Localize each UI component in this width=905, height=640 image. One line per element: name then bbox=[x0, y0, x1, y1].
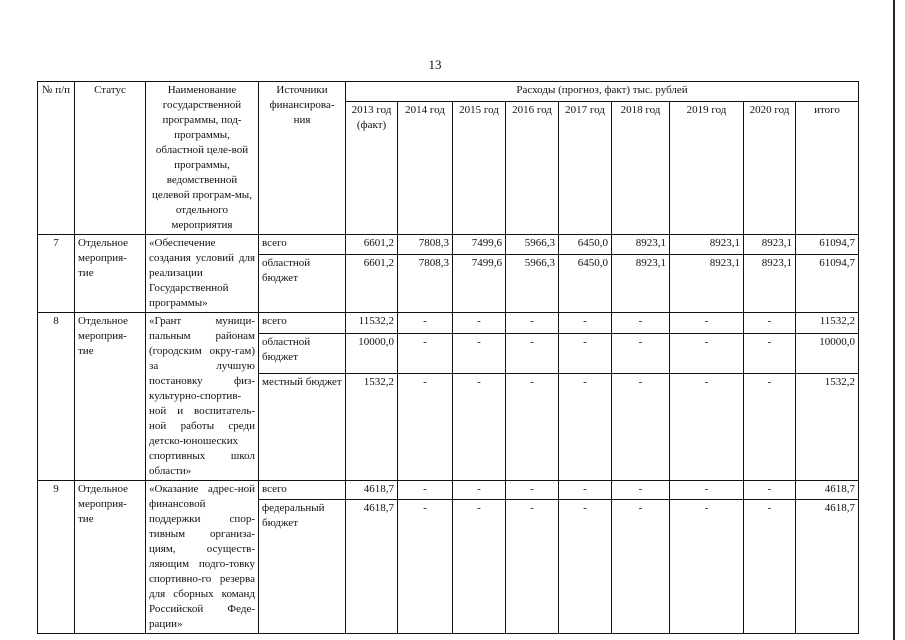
row-year-value: - bbox=[612, 499, 670, 633]
row-year-value: 7808,3 bbox=[398, 235, 453, 255]
row-number: 8 bbox=[38, 313, 75, 481]
table-row bbox=[38, 481, 859, 500]
row-year-value: - bbox=[559, 373, 612, 480]
row-year-value: - bbox=[670, 334, 744, 373]
row-source: всего bbox=[259, 481, 346, 500]
row-year-value: 5966,3 bbox=[506, 255, 559, 313]
row-source: всего bbox=[259, 235, 346, 255]
header-num: № п/п bbox=[38, 82, 75, 235]
row-source: местный бюджет bbox=[259, 373, 346, 480]
row-total-value: 4618,7 bbox=[796, 499, 859, 633]
row-year-value: 8923,1 bbox=[612, 255, 670, 313]
row-total-value: 61094,7 bbox=[796, 255, 859, 313]
row-year-value: - bbox=[670, 373, 744, 480]
header-year: 2019 год bbox=[670, 101, 744, 235]
table-row bbox=[38, 235, 859, 255]
row-year-value: 7499,6 bbox=[453, 255, 506, 313]
row-total-value: 61094,7 bbox=[796, 235, 859, 255]
row-year-value: 1532,2 bbox=[346, 373, 398, 480]
row-year-value: - bbox=[670, 499, 744, 633]
row-year-value: 8923,1 bbox=[612, 235, 670, 255]
row-year-value: 4618,7 bbox=[346, 481, 398, 500]
budget-table bbox=[37, 81, 859, 634]
row-year-value: - bbox=[453, 373, 506, 480]
row-year-value: - bbox=[559, 334, 612, 373]
row-year-value: - bbox=[506, 499, 559, 633]
row-year-value: - bbox=[398, 481, 453, 500]
row-year-value: - bbox=[559, 499, 612, 633]
row-status: Отдельное мероприя-тие bbox=[75, 313, 146, 481]
row-year-value: - bbox=[612, 481, 670, 500]
row-year-value: 8923,1 bbox=[744, 235, 796, 255]
header-expenses: Расходы (прогноз, факт) тыс. рублей bbox=[346, 82, 859, 102]
page-number: 13 bbox=[428, 57, 442, 72]
row-year-value: - bbox=[670, 481, 744, 500]
row-year-value: - bbox=[506, 313, 559, 334]
row-year-value: - bbox=[453, 334, 506, 373]
header-year: 2015 год bbox=[453, 101, 506, 235]
row-name: «Грант муници-пальным районам (городским окру-гам) за лучшую постановку физ-культурно-спортив-ной и воспитатель-ной работы среди детско-юношеских спортивных школ области» bbox=[146, 313, 259, 481]
row-year-value: - bbox=[506, 334, 559, 373]
row-year-value: 4618,7 bbox=[346, 499, 398, 633]
row-source: всего bbox=[259, 313, 346, 334]
row-year-value: - bbox=[398, 373, 453, 480]
row-year-value: - bbox=[398, 334, 453, 373]
header-year: 2014 год bbox=[398, 101, 453, 235]
row-year-value: - bbox=[559, 313, 612, 334]
row-total-value: 10000,0 bbox=[796, 334, 859, 373]
row-year-value: 5966,3 bbox=[506, 235, 559, 255]
row-source: областной бюджет bbox=[259, 255, 346, 313]
row-year-value: - bbox=[744, 313, 796, 334]
row-status: Отдельное мероприя-тие bbox=[75, 481, 146, 634]
row-number: 9 bbox=[38, 481, 75, 634]
row-total-value: 4618,7 bbox=[796, 481, 859, 500]
row-year-value: - bbox=[744, 373, 796, 480]
header-source: Источники финансирова-ния bbox=[259, 82, 346, 235]
row-year-value: 10000,0 bbox=[346, 334, 398, 373]
page-edge-line bbox=[893, 0, 895, 640]
table-header bbox=[38, 82, 859, 235]
row-year-value: - bbox=[398, 313, 453, 334]
row-number: 7 bbox=[38, 235, 75, 313]
header-year: 2016 год bbox=[506, 101, 559, 235]
row-year-value: 6601,2 bbox=[346, 255, 398, 313]
row-year-value: 8923,1 bbox=[744, 255, 796, 313]
row-year-value: 11532,2 bbox=[346, 313, 398, 334]
row-year-value: 6601,2 bbox=[346, 235, 398, 255]
header-name: Наименование государственной программы, под-программы, областной целе-вой программы, ведомственной целевой програм-мы, отдельного мероприятия bbox=[146, 82, 259, 235]
row-year-value: - bbox=[744, 481, 796, 500]
row-total-value: 11532,2 bbox=[796, 313, 859, 334]
row-year-value: - bbox=[744, 499, 796, 633]
row-source: областной бюджет bbox=[259, 334, 346, 373]
row-name: «Оказание адрес-ной финансовой поддержки спор-тивным организа-циям, осуществ-ляющим подго-товку спортивно-го резерва для сборных команд Российской Феде-рации» bbox=[146, 481, 259, 634]
row-year-value: - bbox=[612, 373, 670, 480]
row-year-value: 6450,0 bbox=[559, 235, 612, 255]
row-total-value: 1532,2 bbox=[796, 373, 859, 480]
row-year-value: - bbox=[612, 313, 670, 334]
row-year-value: - bbox=[506, 373, 559, 480]
row-year-value: - bbox=[670, 313, 744, 334]
row-year-value: 8923,1 bbox=[670, 235, 744, 255]
header-year: 2013 год (факт) bbox=[346, 101, 398, 235]
row-year-value: 7808,3 bbox=[398, 255, 453, 313]
row-year-value: - bbox=[453, 313, 506, 334]
row-year-value: 8923,1 bbox=[670, 255, 744, 313]
row-year-value: - bbox=[453, 481, 506, 500]
table-body bbox=[38, 235, 859, 634]
header-year: 2020 год bbox=[744, 101, 796, 235]
row-year-value: 7499,6 bbox=[453, 235, 506, 255]
row-year-value: - bbox=[744, 334, 796, 373]
table-row bbox=[38, 313, 859, 334]
row-year-value: 6450,0 bbox=[559, 255, 612, 313]
row-year-value: - bbox=[453, 499, 506, 633]
row-status: Отдельное мероприя-тие bbox=[75, 235, 146, 313]
row-year-value: - bbox=[559, 481, 612, 500]
header-total: итого bbox=[796, 101, 859, 235]
header-year: 2017 год bbox=[559, 101, 612, 235]
row-year-value: - bbox=[398, 499, 453, 633]
row-year-value: - bbox=[506, 481, 559, 500]
header-year: 2018 год bbox=[612, 101, 670, 235]
header-status: Статус bbox=[75, 82, 146, 235]
row-year-value: - bbox=[612, 334, 670, 373]
row-source: федеральный бюджет bbox=[259, 499, 346, 633]
row-name: «Обеспечение создания условий для реализации Государственной программы» bbox=[146, 235, 259, 313]
